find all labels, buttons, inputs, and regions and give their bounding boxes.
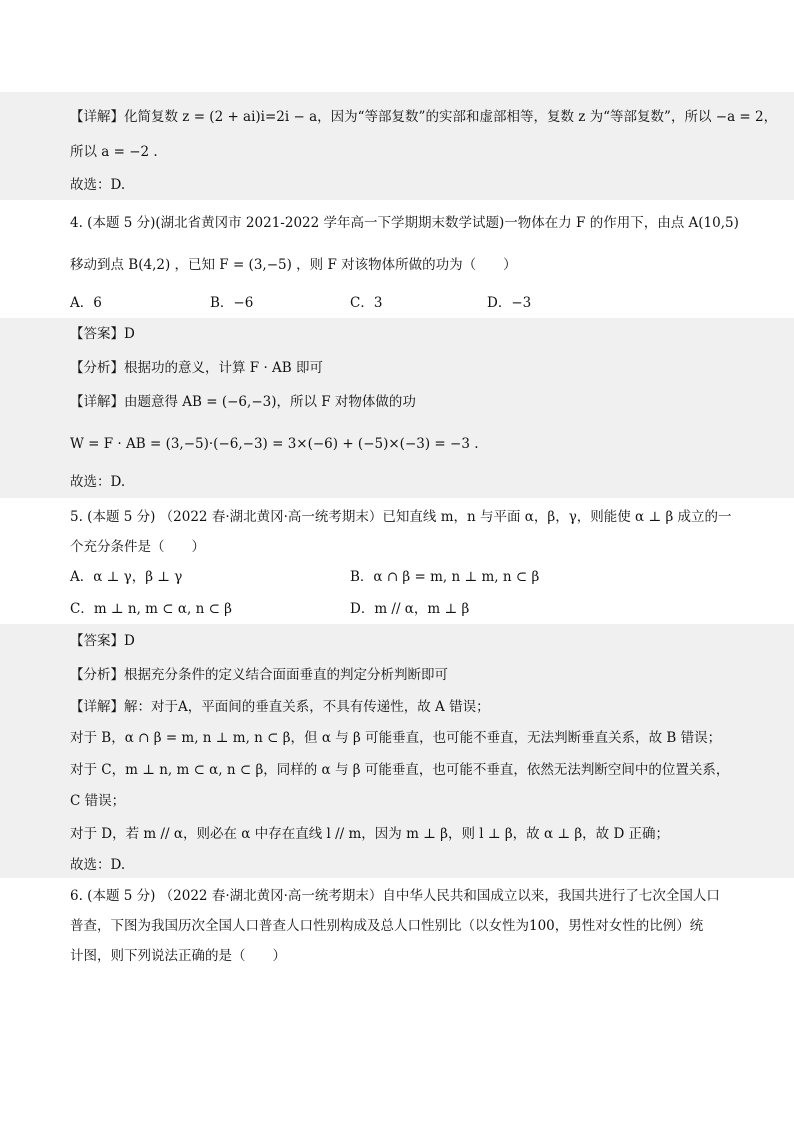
q4-option-b: B．−6 (210, 295, 254, 311)
q6-stem-line-3: 计图，则下列说法正确的是（ ） (70, 948, 286, 964)
q5-detail-line-2: 对于 B，α ∩ β = m, n ⊥ m, n ⊂ β，但 α 与 β 可能垂直，也可能不垂直，无法判断垂直关系，故 B 错误； (70, 730, 722, 746)
q5-option-b: B．α ∩ β = m, n ⊥ m, n ⊂ β (350, 569, 540, 585)
q5-option-c: C．m ⊥ n, m ⊂ α, n ⊂ β (70, 601, 232, 617)
q5-detail-line-3: 对于 C，m ⊥ n, m ⊂ α, n ⊂ β，同样的 α 与 β 可能垂直，也可能不垂直，依然无法判断空间中的位置关系， (70, 762, 730, 778)
q4-answer: 【答案】D (70, 326, 135, 342)
q3-detail-line-1: 【详解】化简复数 z = (2 + ai)i=2i − a，因为“等部复数”的实部和虚部相等，复数 z 为“等部复数”，所以 −a = 2， (70, 109, 778, 125)
q5-answer: 【答案】D (70, 633, 135, 649)
q5-option-a: A．α ⊥ γ，β ⊥ γ (70, 569, 183, 585)
q5-stem-line-1: 5. (本题 5 分) （2022 春·湖北黄冈·高一统考期末）已知直线 m，n 与平面 α，β，γ，则能使 α ⊥ β 成立的一 (70, 509, 732, 525)
q4-option-d: D．−3 (487, 295, 532, 311)
q4-detail-line-1: 【详解】由题意得 AB = (−6,−3)，所以 F 对物体做的功 (70, 394, 416, 410)
q6-stem-line-2: 普查，下图为我国历次全国人口普查人口性别构成及总人口性别比（以女性为100，男性对女性的比例）统 (70, 918, 704, 934)
q4-option-a: A．6 (70, 295, 102, 311)
q5-detail-line-1: 【详解】解：对于A，平面间的垂直关系，不具有传递性，故 A 错误； (70, 699, 490, 715)
q4-analysis: 【分析】根据功的意义，计算 F · AB 即可 (70, 360, 323, 376)
q5-detail-line-4: C 错误； (70, 793, 126, 809)
q5-stem-line-2: 个充分条件是（ ） (70, 539, 205, 555)
q5-choose: 故选：D. (70, 857, 126, 873)
q5-detail-line-5: 对于 D，若 m // α，则必在 α 中存在直线 l // m，因为 m ⊥ β，则 l ⊥ β，故 α ⊥ β，故 D 正确； (70, 826, 670, 842)
q3-choose: 故选：D. (70, 177, 126, 193)
q4-choose: 故选：D. (70, 474, 126, 490)
q6-stem-line-1: 6. (本题 5 分) （2022 春·湖北黄冈·高一统考期末）自中华人民共和国成立以来，我国共进行了七次全国人口 (70, 888, 720, 904)
q5-option-d: D．m // α，m ⊥ β (350, 601, 470, 617)
q4-stem-line-1: 4. (本题 5 分)(湖北省黄冈市 2021-2022 学年高一下学期期末数学试题)一物体在力 F 的作用下，由点 A(10,5) (70, 215, 739, 231)
q4-detail-line-2: W = F · AB = (3,−5)·(−6,−3) = 3×(−6) + (−5)×(−3) = −3 . (70, 436, 479, 452)
q3-detail-line-2: 所以 a = −2 . (70, 144, 158, 160)
q5-analysis: 【分析】根据充分条件的定义结合面面垂直的判定分析判断即可 (70, 667, 448, 683)
q4-stem-line-2: 移动到点 B(4,2) ，已知 F = (3,−5) ，则 F 对该物体所做的功为（ ） (70, 257, 517, 273)
q4-option-c: C．3 (350, 295, 383, 311)
